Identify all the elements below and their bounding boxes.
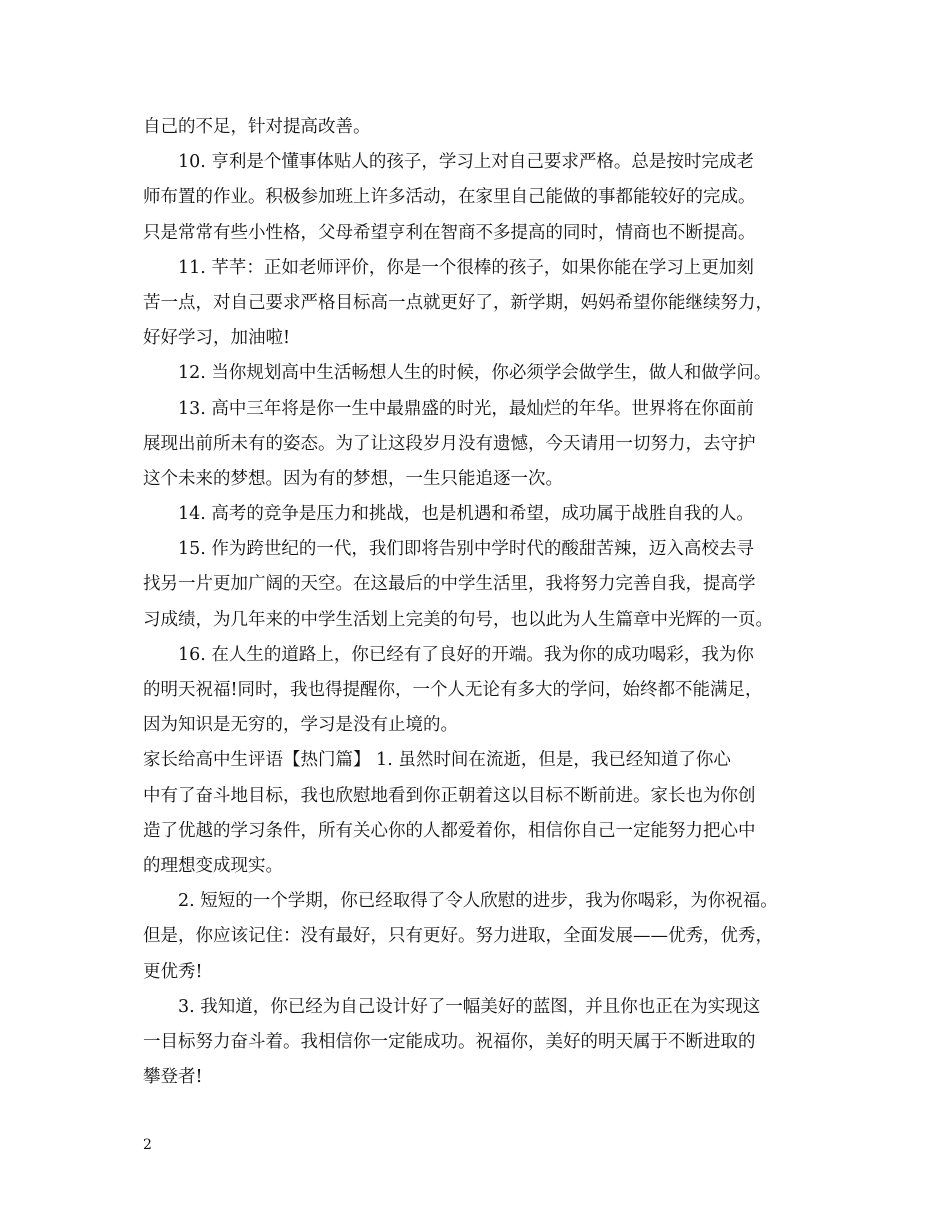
text-line: 中有了奋斗地目标，我也欣慰地看到你正朝着这以目标不断前进。家长也为你创 (143, 785, 756, 806)
text-line: 展现出前所未有的姿态。为了让这段岁月没有遗憾，今天请用一切努力，去守护 (143, 433, 756, 454)
text-line: 攀登者! (143, 1067, 203, 1088)
text-line: 好好学习，加油啦! (143, 328, 291, 349)
text-line: 2. 短短的一个学期，你已经取得了令人欣慰的进步，我为你喝彩，为你祝福。 (178, 891, 778, 912)
text-line: 12. 当你规划高中生活畅想人生的时候，你必须学会做学生，做人和做学问。 (178, 363, 772, 384)
text-line: 但是，你应该记住：没有最好，只有更好。努力进取，全面发展——优秀，优秀， (143, 926, 773, 947)
text-line: 更优秀! (143, 961, 203, 982)
text-line: 14. 高考的竞争是压力和挑战，也是机遇和希望，成功属于战胜自我的人。 (178, 504, 754, 525)
text-line: 10. 亨利是个懂事体贴人的孩子，学习上对自己要求严格。总是按时完成老 (178, 152, 754, 173)
text-line: 自己的不足，针对提高改善。 (143, 117, 371, 137)
page-number: 2 (143, 1137, 152, 1153)
text-line: 13. 高中三年将是你一生中最鼎盛的时光，最灿烂的年华。世界将在你面前 (178, 398, 754, 419)
text-line: 的明天祝福!同时，我也得提醒你，一个人无论有多大的学问，始终都不能满足， (143, 680, 763, 700)
text-line: 师布置的作业。积极参加班上许多活动，在家里自己能做的事都能较好的完成。 (143, 187, 756, 208)
text-line: 找另一片更加广阔的天空。在这最后的中学生活里，我将努力完善自我，提高学 (143, 574, 756, 595)
text-line: 苦一点，对自己要求严格目标高一点就更好了，新学期，妈妈希望你能继续努力， (143, 292, 773, 313)
text-line: 只是常常有些小性格，父母希望亨利在智商不多提高的同时，情商也不断提高。 (143, 222, 756, 243)
text-line: 一目标努力奋斗着。我相信你一定能成功。祝福你，美好的明天属于不断进取的 (143, 1031, 756, 1052)
text-line: 16. 在人生的道路上，你已经有了良好的开端。我为你的成功喝彩，我为你 (178, 644, 754, 665)
text-line: 家长给高中生评语【热门篇】 1. 虽然时间在流逝，但是，我已经知道了你心 (143, 750, 731, 771)
text-line: 11. 芊芊：正如老师评价，你是一个很棒的孩子，如果你能在学习上更加刻 (178, 257, 754, 278)
text-line: 3. 我知道，你已经为自己设计好了一幅美好的蓝图，并且你也正在为实现这 (178, 996, 761, 1017)
text-line: 习成绩，为几年来的中学生活划上完美的句号，也以此为人生篇章中光辉的一页。 (143, 609, 773, 630)
document-body (143, 110, 828, 1095)
text-line: 造了优越的学习条件，所有关心你的人都爱着你，相信你自己一定能努力把心中 (143, 820, 756, 841)
text-line: 这个未来的梦想。因为有的梦想，一生只能追逐一次。 (143, 468, 563, 489)
text-line: 15. 作为跨世纪的一代，我们即将告别中学时代的酸甜苦辣，迈入高校去寻 (178, 539, 754, 560)
text-line: 因为知识是无穷的，学习是没有止境的。 (143, 715, 458, 736)
text-line: 的理想变成现实。 (143, 855, 283, 876)
